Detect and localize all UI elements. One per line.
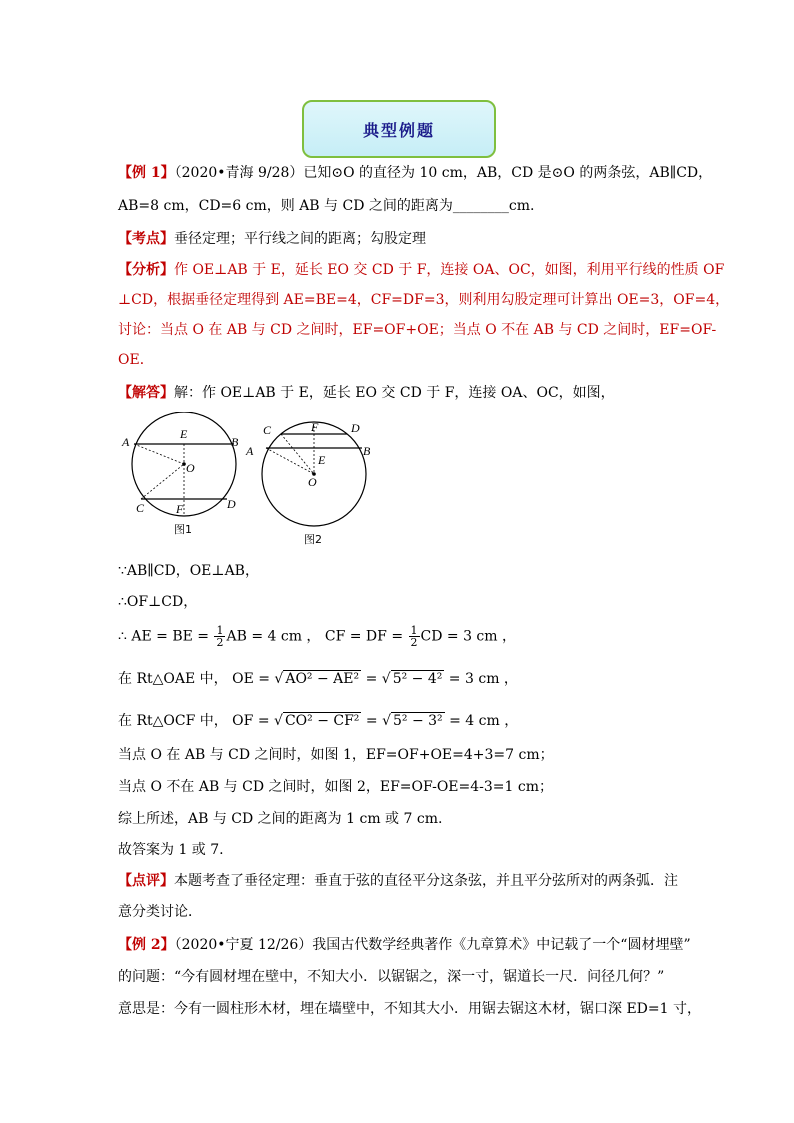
fenxi-line1: [118, 260, 724, 280]
example1-line1: [118, 163, 712, 183]
fig2-label-e: E: [318, 453, 326, 467]
sol5-sqrt2: 5² − 3²: [392, 713, 443, 729]
fig1-caption: 图1: [174, 523, 192, 536]
fig1-label-b: B: [231, 435, 239, 449]
fig1-label-f: F: [176, 502, 184, 516]
example1-line2: AB=8 cm，CD=6 cm，则 AB 与 CD 之间的距离为________cm.: [118, 198, 535, 214]
solution-line9: 故答案为 1 或 7.: [118, 842, 224, 858]
fraction-half-2: [409, 625, 420, 648]
example2-line1: [118, 935, 691, 955]
fig1-label-o: O: [186, 461, 195, 475]
dianping-text1: 本题考查了垂径定理：垂直于弦的直径平分这条弦，并且平分弦所对的两条弧．注: [174, 873, 678, 889]
fig1-label-d: D: [227, 497, 236, 511]
example2-text1: （2020•宁夏 12/26）我国古代数学经典著作《九章算术》中记载了一个“圆材埋壁”: [174, 937, 691, 953]
dianping-tag: 【点评】: [118, 873, 174, 889]
fraction-half: [214, 625, 225, 648]
sol4-sqrt2: 5² − 4²: [392, 671, 443, 687]
solution-line7: 当点 O 不在 AB 与 CD 之间时，如图 2，EF=OF-OE=4-3=1 cm；: [118, 779, 554, 795]
frac-den-2: 2: [410, 636, 418, 649]
sol3-part-c: CD = 3 cm ，: [420, 628, 516, 645]
jieda-line: [118, 383, 615, 403]
kaodian-text: 垂径定理；平行线之间的距离；勾股定理: [174, 231, 426, 247]
kaodian-line: [118, 229, 426, 249]
fenxi-line3: 讨论：当点 O 在 AB 与 CD 之间时，EF=OF+OE；当点 O 不在 AB 与 CD 之间时，EF=OF-: [118, 322, 717, 338]
solution-line8: 综上所述，AB 与 CD 之间的距离为 1 cm 或 7 cm.: [118, 811, 443, 827]
solution-line5: 在 Rt△OCF 中， OF = √ CO² − CF² = √ 5² − 3² = 4 cm ，: [118, 713, 519, 729]
fig1-label-c: C: [136, 501, 145, 515]
solution-line4: 在 Rt△OAE 中， OE = √ AO² − AE² = √ 5² − 4² = 3 cm ，: [118, 671, 518, 687]
figure-diagrams: [118, 412, 378, 547]
fig2-label-b: B: [363, 444, 371, 458]
figure-1: [121, 412, 239, 536]
kaodian-tag: 【考点】: [118, 231, 174, 247]
example2-tag: 【例 2】: [118, 937, 175, 953]
sol4-end: = 3 cm ，: [444, 671, 518, 687]
section-title-box: [302, 100, 496, 158]
example1-text1: （2020•青海 9/28）已知⊙O 的直径为 10 cm，AB，CD 是⊙O 的两条弦，AB∥CD，: [174, 165, 713, 181]
fenxi-text1: 作 OE⊥AB 于 E，延长 EO 交 CD 于 F，连接 OA、OC，如图，利用平行线的性质 OF: [174, 262, 725, 278]
sol4-mid: =: [361, 671, 382, 687]
sol5-part-a: 在 Rt△OCF 中， OF =: [118, 713, 275, 729]
jieda-text: 解：作 OE⊥AB 于 E，延长 EO 交 CD 于 F，连接 OA、OC，如图，: [174, 385, 615, 401]
fenxi-tag: 【分析】: [118, 262, 174, 278]
solution-line2: ∴OF⊥CD，: [118, 594, 198, 610]
frac-den: 2: [216, 636, 224, 649]
fenxi-line4: OE．: [118, 352, 154, 368]
sol3-part-a: ∴ AE = BE =: [118, 628, 214, 645]
jieda-tag: 【解答】: [118, 385, 174, 401]
sol5-sqrt1: CO² − CF²: [284, 713, 360, 729]
dianping-line2: 意分类讨论．: [118, 904, 202, 920]
dianping-line1: [118, 871, 678, 891]
frac-num: 1: [216, 624, 224, 637]
figure-2: [245, 420, 371, 546]
fig2-caption: 图2: [304, 533, 322, 546]
fig1-label-a: A: [122, 435, 130, 449]
solution-line1: ∵AB∥CD，OE⊥AB，: [118, 563, 259, 579]
fenxi-line2: ⊥CD，根据垂径定理得到 AE=BE=4，CF=DF=3，则利用勾股定理可计算出 OE=3，OF=4，: [118, 292, 730, 308]
fig2-label-f: F: [311, 420, 319, 434]
sol4-part-a: 在 Rt△OAE 中， OE =: [118, 671, 275, 687]
example2-line2: 的问题：“今有圆材埋在壁中，不知大小．以锯锯之，深一寸，锯道长一尺．问径几何？”: [118, 969, 665, 985]
sol5-end: = 4 cm ，: [444, 713, 519, 729]
fig2-label-d: D: [351, 421, 360, 435]
solution-line3: [118, 625, 516, 648]
sol4-sqrt1: AO² − AE²: [285, 671, 360, 687]
fig2-label-a: A: [246, 444, 254, 458]
sol3-part-b: AB = 4 cm ， CF = DF =: [226, 628, 408, 645]
fig2-label-c: C: [263, 423, 272, 437]
fig2-label-o: O: [308, 475, 317, 489]
frac-num-2: 1: [410, 624, 418, 637]
section-title: 典型例题: [362, 120, 435, 140]
example1-tag: 【例 1】: [118, 165, 175, 181]
solution-line6: 当点 O 在 AB 与 CD 之间时，如图 1，EF=OF+OE=4+3=7 cm；: [118, 747, 554, 763]
sol5-mid: =: [361, 713, 383, 729]
example2-line3: 意思是：今有一圆柱形木材，埋在墙壁中，不知其大小．用锯去锯这木材，锯口深 ED=1 寸，: [118, 1001, 701, 1017]
fig1-label-e: E: [180, 427, 188, 441]
